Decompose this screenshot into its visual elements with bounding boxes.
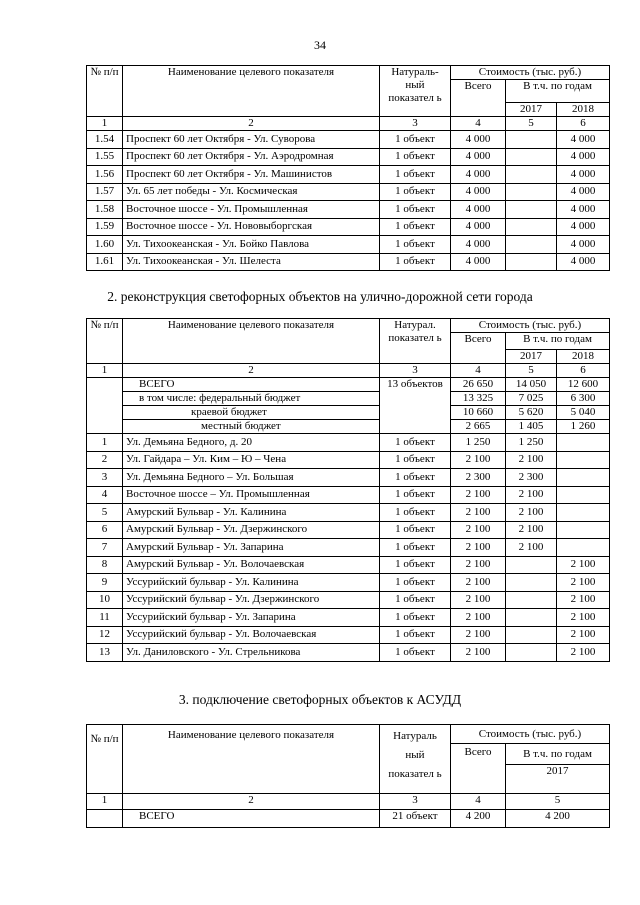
total-num (87, 810, 123, 828)
row-2017: 2 100 (506, 486, 557, 504)
row-total: 4 000 (451, 131, 506, 149)
row-num: 1.56 (87, 166, 123, 184)
row-natural: 1 объект (380, 626, 451, 644)
table-row (87, 183, 610, 201)
row-natural: 1 объект (380, 236, 451, 254)
row-2018: 4 000 (557, 201, 610, 219)
row-num: 4 (87, 486, 123, 504)
row-num: 1.61 (87, 253, 123, 271)
header-total: Всего (451, 744, 506, 794)
table-row (87, 504, 610, 522)
row-name: Ул. Даниловского - Ул. Стрельникова (123, 644, 380, 662)
row-num: 1.59 (87, 218, 123, 236)
table-row (87, 253, 610, 271)
row-name: Ул. 65 лет победы - Ул. Космическая (123, 183, 380, 201)
row-num: 6 (87, 521, 123, 539)
summary-regional-all: 10 660 (451, 406, 506, 420)
header-cost: Стоимость (тыс. руб.) (451, 725, 610, 744)
header-num-text: № п/п (90, 733, 119, 745)
row-2017 (506, 574, 557, 592)
row-natural: 1 объект (380, 591, 451, 609)
colnum: 3 (380, 364, 451, 378)
colnum: 6 (557, 364, 610, 378)
row-2018: 4 000 (557, 148, 610, 166)
colnum: 2 (123, 794, 380, 810)
row-total: 2 100 (451, 609, 506, 627)
row-name: Ул. Демьяна Бедного – Ул. Большая (123, 469, 380, 487)
row-num: 1.57 (87, 183, 123, 201)
row-natural: 1 объект (380, 504, 451, 522)
total-objects: 21 объект (380, 810, 451, 828)
header-natural: Натураль-ный показател ь (380, 66, 451, 117)
colnum: 4 (451, 117, 506, 131)
row-name: Ул. Гайдара – Ул. Ким – Ю – Чена (123, 451, 380, 469)
summary-total-row (87, 378, 610, 392)
row-total: 4 000 (451, 218, 506, 236)
row-total: 2 100 (451, 591, 506, 609)
row-2018: 2 100 (557, 591, 610, 609)
row-total: 4 000 (451, 166, 506, 184)
row-natural: 1 объект (380, 148, 451, 166)
row-num: 1.60 (87, 236, 123, 254)
header-cost: Стоимость (тыс. руб.) (451, 319, 610, 333)
summary-local-2017: 1 405 (506, 420, 557, 434)
row-total: 1 250 (451, 434, 506, 452)
header-year-2018: 2018 (557, 350, 610, 364)
row-2017: 2 100 (506, 521, 557, 539)
row-2017: 2 100 (506, 504, 557, 522)
row-natural: 1 объект (380, 469, 451, 487)
summary-federal-label: в том числе: федеральный бюджет (123, 392, 380, 406)
row-2018: 4 000 (557, 218, 610, 236)
row-2017 (506, 183, 557, 201)
table-row (87, 201, 610, 219)
row-total: 2 100 (451, 539, 506, 557)
summary-total-2018: 12 600 (557, 378, 610, 392)
row-natural: 1 объект (380, 539, 451, 557)
row-2018: 2 100 (557, 574, 610, 592)
colnum: 4 (451, 364, 506, 378)
colnum: 3 (380, 794, 451, 810)
table-row (87, 539, 610, 557)
summary-local-all: 2 665 (451, 420, 506, 434)
colnum: 1 (87, 364, 123, 378)
row-name: Амурский Бульвар - Ул. Дзержинского (123, 521, 380, 539)
row-name: Ул. Тихоокеанская - Ул. Бойко Павлова (123, 236, 380, 254)
header-total: Всего (451, 333, 506, 364)
row-natural: 1 объект (380, 131, 451, 149)
row-num: 9 (87, 574, 123, 592)
summary-federal-all: 13 325 (451, 392, 506, 406)
table-row (87, 218, 610, 236)
total-row (87, 810, 610, 828)
header-natural: Натурал. показател ь (380, 319, 451, 364)
row-2018 (557, 451, 610, 469)
summary-regional-2017: 5 620 (506, 406, 557, 420)
row-2018: 4 000 (557, 253, 610, 271)
header-name: Наименование целевого показателя (123, 319, 380, 364)
row-2018 (557, 504, 610, 522)
row-name: Уссурийский бульвар - Ул. Запарина (123, 609, 380, 627)
row-num: 2 (87, 451, 123, 469)
summary-local-2018: 1 260 (557, 420, 610, 434)
row-total: 4 000 (451, 148, 506, 166)
summary-num-cell (87, 378, 123, 434)
row-num: 3 (87, 469, 123, 487)
table-row (87, 469, 610, 487)
colnum: 5 (506, 794, 610, 810)
row-2018 (557, 521, 610, 539)
summary-objects: 13 объектов (380, 378, 451, 434)
row-natural: 1 объект (380, 166, 451, 184)
summary-federal-2017: 7 025 (506, 392, 557, 406)
summary-regional-row (87, 406, 610, 420)
table-row (87, 166, 610, 184)
row-total: 2 100 (451, 521, 506, 539)
row-2017 (506, 556, 557, 574)
row-2017: 2 100 (506, 451, 557, 469)
row-2018: 2 100 (557, 626, 610, 644)
total-all: 4 200 (451, 810, 506, 828)
row-name: Восточное шоссе – Ул. Промышленная (123, 486, 380, 504)
table-row (87, 521, 610, 539)
header-years: В т.ч. по годам (506, 744, 610, 765)
table1-body (87, 131, 610, 271)
table-row (87, 609, 610, 627)
table-row (87, 556, 610, 574)
colnum: 5 (506, 117, 557, 131)
section2-heading: 2. реконструкция светофорных объектов на улично-дорожной сети города (107, 289, 533, 304)
table-row (87, 486, 610, 504)
row-2018 (557, 434, 610, 452)
header-name: Наименование целевого показателя (123, 725, 380, 794)
row-name: Проспект 60 лет Октября - Ул. Аэродромная (123, 148, 380, 166)
column-numbers-row (87, 117, 610, 131)
row-num: 5 (87, 504, 123, 522)
row-natural: 1 объект (380, 521, 451, 539)
row-total: 2 100 (451, 574, 506, 592)
header-cost: Стоимость (тыс. руб.) (451, 66, 610, 80)
row-total: 4 000 (451, 253, 506, 271)
summary-total-label: ВСЕГО (123, 378, 380, 392)
row-name: Ул. Демьяна Бедного, д. 20 (123, 434, 380, 452)
row-natural: 1 объект (380, 451, 451, 469)
row-2018: 2 100 (557, 644, 610, 662)
row-total: 2 100 (451, 644, 506, 662)
header-name: Наименование целевого показателя (123, 66, 380, 117)
row-2017 (506, 253, 557, 271)
row-natural: 1 объект (380, 201, 451, 219)
row-name: Восточное шоссе - Ул. Нововыборгская (123, 218, 380, 236)
row-name: Ул. Тихоокеанская - Ул. Шелеста (123, 253, 380, 271)
row-natural: 1 объект (380, 556, 451, 574)
row-total: 2 100 (451, 626, 506, 644)
header-natural: Натураль ный показател ь (380, 725, 451, 794)
colnum: 2 (123, 117, 380, 131)
row-num: 10 (87, 591, 123, 609)
total-label: ВСЕГО (123, 810, 380, 828)
row-total: 2 100 (451, 486, 506, 504)
summary-local-row (87, 420, 610, 434)
row-2017 (506, 591, 557, 609)
targets-table-2 (86, 318, 610, 662)
row-2017 (506, 609, 557, 627)
row-natural: 1 объект (380, 609, 451, 627)
row-num: 1.54 (87, 131, 123, 149)
row-natural: 1 объект (380, 253, 451, 271)
row-natural: 1 объект (380, 644, 451, 662)
row-num: 1 (87, 434, 123, 452)
row-2017: 2 300 (506, 469, 557, 487)
header-num: № п/п (87, 66, 123, 117)
colnum: 3 (380, 117, 451, 131)
row-2017 (506, 131, 557, 149)
colnum: 6 (557, 117, 610, 131)
row-name: Уссурийский бульвар - Ул. Волочаевская (123, 626, 380, 644)
row-total: 2 300 (451, 469, 506, 487)
total-2017: 4 200 (506, 810, 610, 828)
row-natural: 1 объект (380, 218, 451, 236)
row-name: Восточное шоссе - Ул. Промышленная (123, 201, 380, 219)
row-num: 11 (87, 609, 123, 627)
row-2017 (506, 236, 557, 254)
header-total: Всего (451, 80, 506, 117)
row-2018: 4 000 (557, 183, 610, 201)
targets-table-3 (86, 724, 610, 828)
row-total: 4 000 (451, 236, 506, 254)
table-row (87, 451, 610, 469)
row-2018: 2 100 (557, 609, 610, 627)
colnum: 5 (506, 364, 557, 378)
table-row (87, 131, 610, 149)
row-2018 (557, 539, 610, 557)
row-2018: 4 000 (557, 131, 610, 149)
summary-federal-2018: 6 300 (557, 392, 610, 406)
colnum: 4 (451, 794, 506, 810)
summary-regional-label: краевой бюджет (123, 406, 380, 420)
colnum: 1 (87, 794, 123, 810)
row-2018: 4 000 (557, 236, 610, 254)
row-num: 1.55 (87, 148, 123, 166)
row-2018 (557, 486, 610, 504)
row-natural: 1 объект (380, 434, 451, 452)
row-total: 4 000 (451, 183, 506, 201)
column-numbers-row (87, 364, 610, 378)
header-num: № п/п (87, 319, 123, 364)
row-num: 7 (87, 539, 123, 557)
row-name: Амурский Бульвар - Ул. Запарина (123, 539, 380, 557)
row-num: 13 (87, 644, 123, 662)
row-total: 4 000 (451, 201, 506, 219)
header-num (87, 725, 123, 794)
column-numbers-row (87, 794, 610, 810)
summary-total-2017: 14 050 (506, 378, 557, 392)
header-years: В т.ч. по годам (506, 333, 610, 350)
row-num: 1.58 (87, 201, 123, 219)
row-num: 8 (87, 556, 123, 574)
row-2017 (506, 201, 557, 219)
row-natural: 1 объект (380, 574, 451, 592)
row-2018 (557, 469, 610, 487)
colnum: 2 (123, 364, 380, 378)
row-2018: 4 000 (557, 166, 610, 184)
header-year-2018: 2018 (557, 103, 610, 117)
row-2017: 2 100 (506, 539, 557, 557)
summary-federal-row (87, 392, 610, 406)
targets-table-1 (86, 65, 610, 271)
section3-heading: 3. подключение светофорных объектов к АСУДД (178, 692, 462, 707)
row-2017 (506, 644, 557, 662)
table-row (87, 434, 610, 452)
row-2017 (506, 218, 557, 236)
row-total: 2 100 (451, 451, 506, 469)
colnum: 1 (87, 117, 123, 131)
row-num: 12 (87, 626, 123, 644)
header-year-2017: 2017 (506, 103, 557, 117)
page-number: 34 (314, 38, 326, 52)
row-name: Проспект 60 лет Октября - Ул. Машинистов (123, 166, 380, 184)
row-natural: 1 объект (380, 486, 451, 504)
table-row (87, 591, 610, 609)
summary-regional-2018: 5 040 (557, 406, 610, 420)
summary-total-all: 26 650 (451, 378, 506, 392)
header-years: В т.ч. по годам (506, 80, 610, 103)
row-2017 (506, 166, 557, 184)
row-name: Амурский Бульвар - Ул. Волочаевская (123, 556, 380, 574)
table2-body (87, 434, 610, 662)
table-row (87, 236, 610, 254)
header-year-2017: 2017 (506, 350, 557, 364)
row-name: Уссурийский бульвар - Ул. Дзержинского (123, 591, 380, 609)
row-name: Проспект 60 лет Октября - Ул. Суворова (123, 131, 380, 149)
row-total: 2 100 (451, 556, 506, 574)
row-total: 2 100 (451, 504, 506, 522)
summary-local-label: местный бюджет (123, 420, 380, 434)
row-natural: 1 объект (380, 183, 451, 201)
table-row (87, 148, 610, 166)
row-2017 (506, 626, 557, 644)
table-row (87, 644, 610, 662)
row-2017: 1 250 (506, 434, 557, 452)
row-name: Амурский Бульвар - Ул. Калинина (123, 504, 380, 522)
table-row (87, 626, 610, 644)
row-name: Уссурийский бульвар - Ул. Калинина (123, 574, 380, 592)
table-row (87, 574, 610, 592)
row-2017 (506, 148, 557, 166)
header-year-2017: 2017 (506, 765, 610, 794)
row-2018: 2 100 (557, 556, 610, 574)
